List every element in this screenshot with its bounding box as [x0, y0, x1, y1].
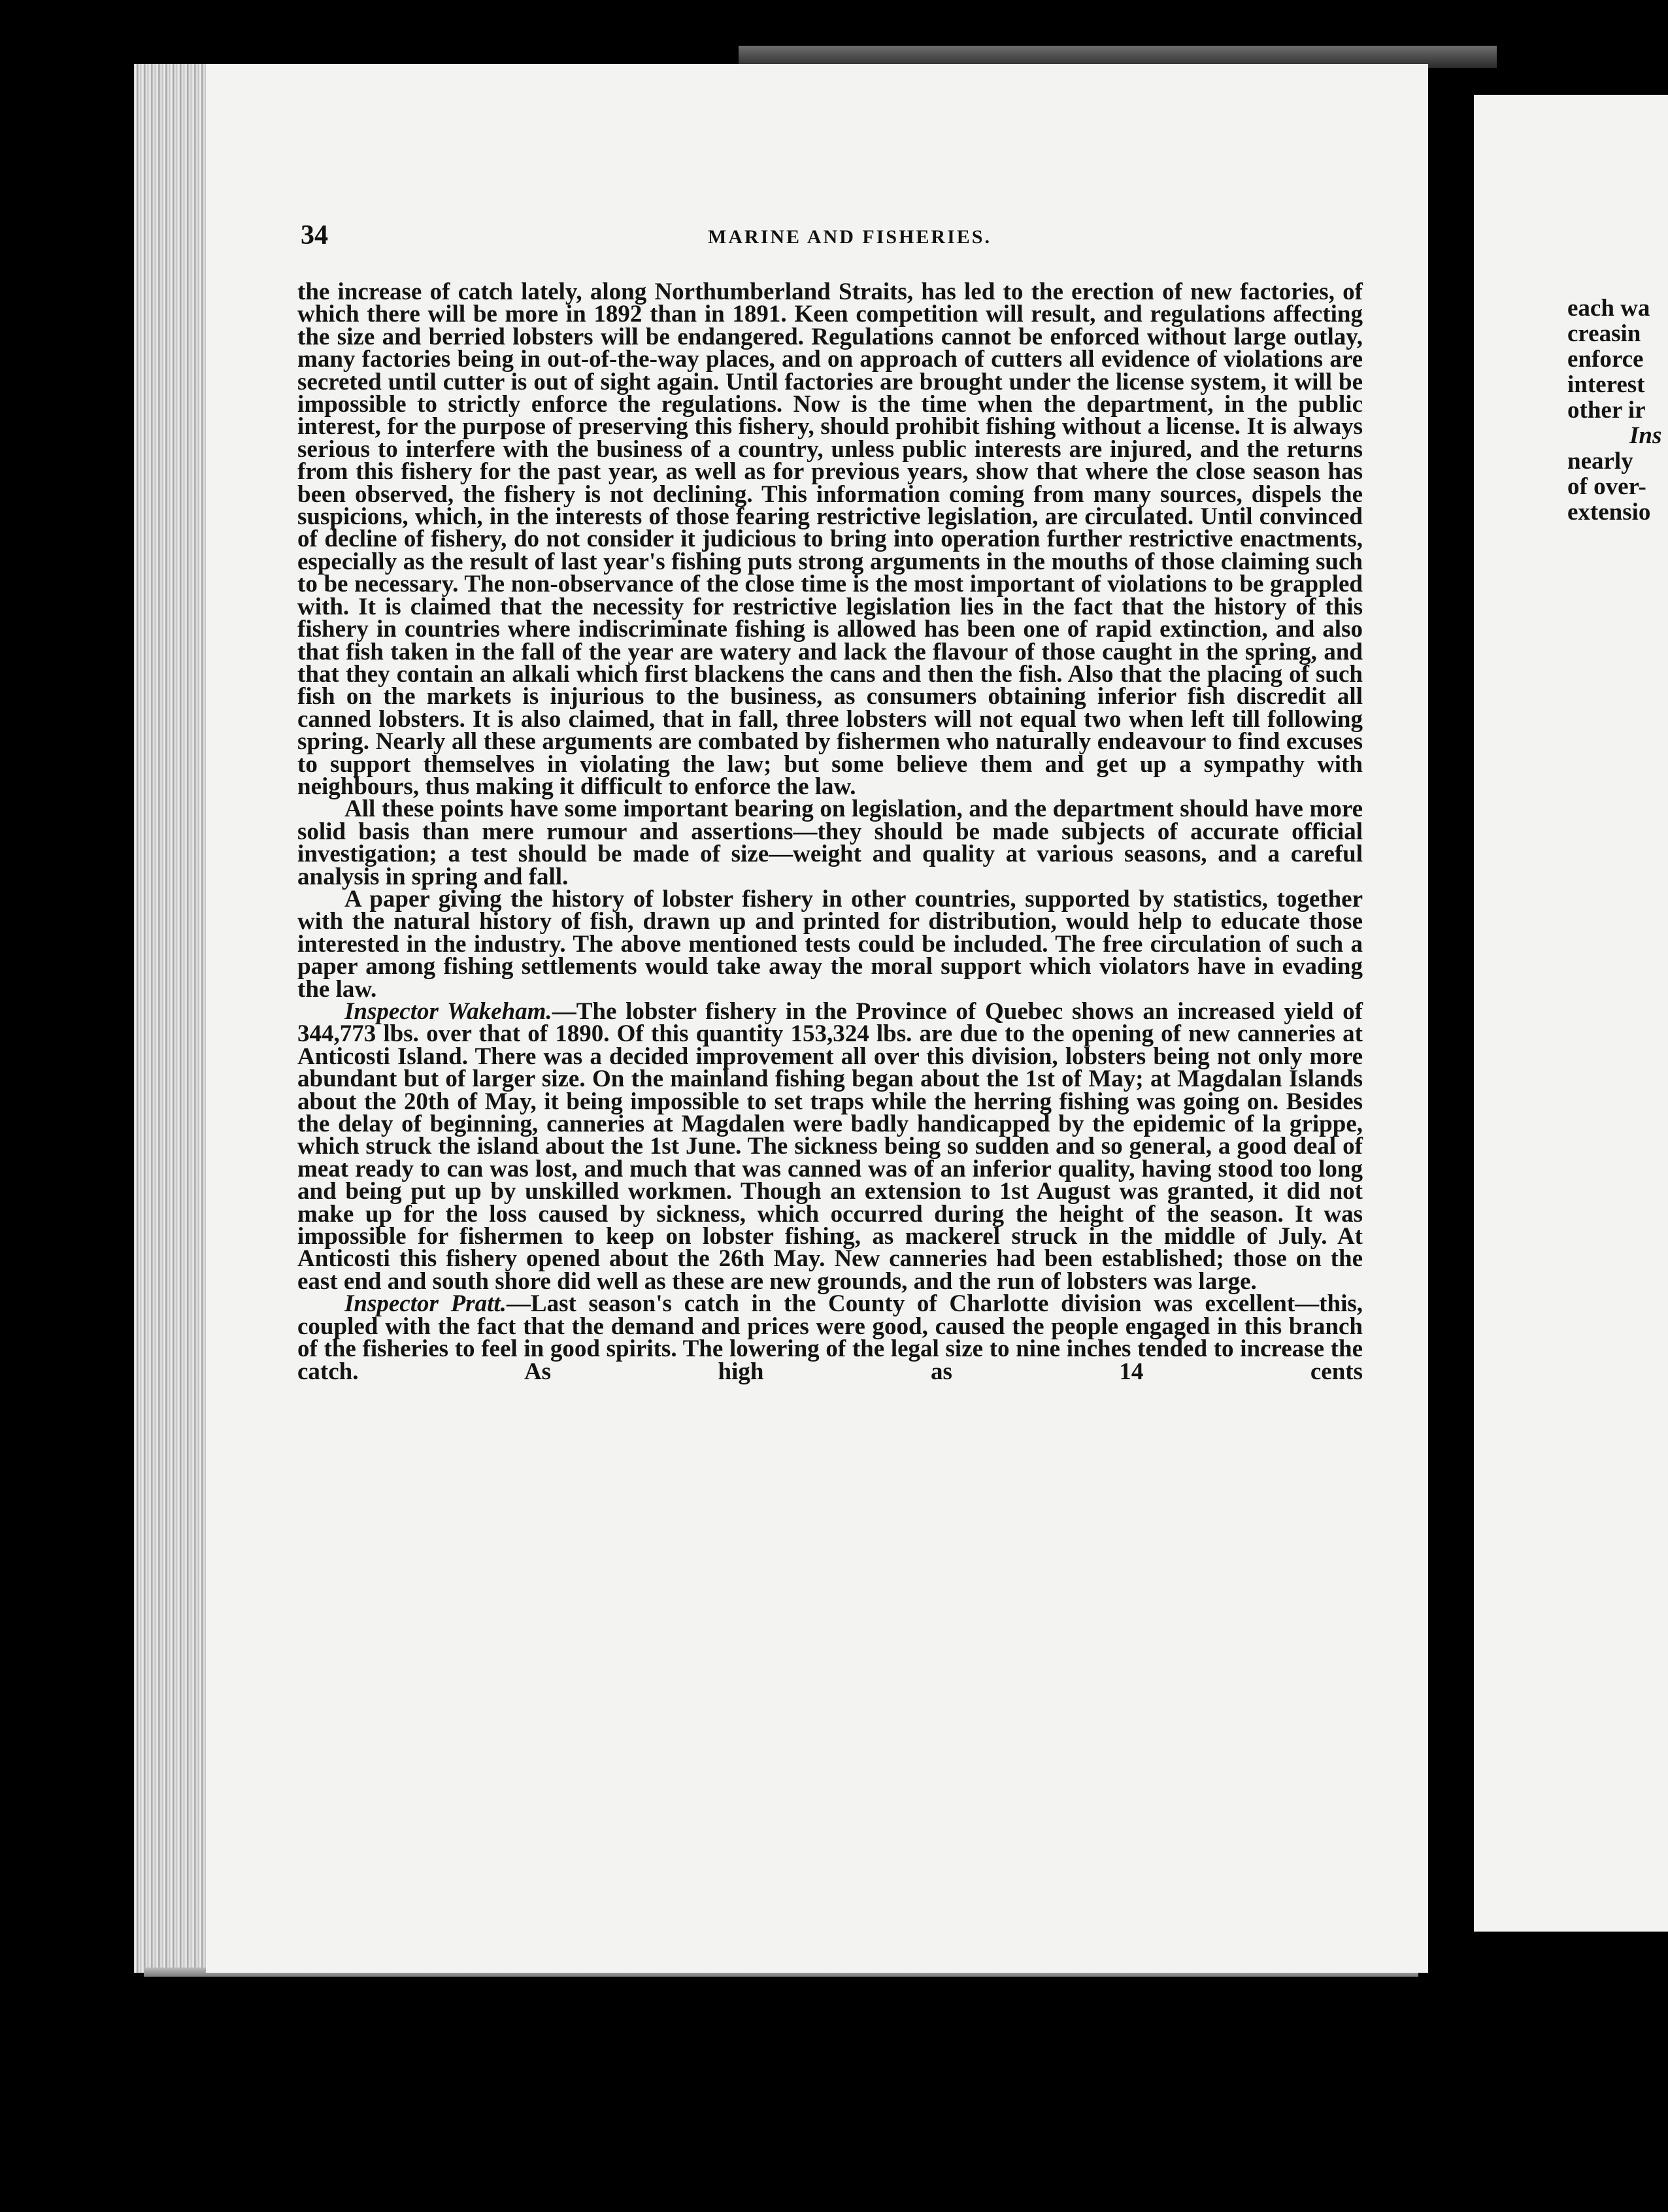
paragraph-text: A paper giving the history of lobster fishery in other countries, supported by statistics, together with the natural history of fish, drawn up and printed for distribution, would help to educate those interested in the industry. The above mentioned tests could be included. The free circulation of such a paper among fishing settlements would take away the moral support which violators have in evading the law. — [297, 885, 1363, 1003]
adjacent-line: interest — [1567, 371, 1645, 398]
paragraph — [297, 798, 1363, 888]
body-text — [297, 278, 1363, 1385]
adjacent-line: enforce — [1567, 346, 1644, 373]
adjacent-line: Ins — [1629, 422, 1662, 449]
paragraph-text: —The lobster fishery in the Province of Quebec shows an increased yield of 344,773 lbs. over that of 1890. Of this quantity 153,324 lbs. are due to the opening of new canneries at Anticosti Island. There was a decided improvement all over this division, lobsters being not only more abundant but of larger size. On the mainland fishing began about the 1st of May; at Magdalan Islands about the 20th of May, it being impossible to set traps while the herring fishing was going on. Besides the delay of beginning, canneries at Magdalen were badly handicapped by the epidemic of la grippe, which struck the island about the 1st June. The sickness being so sudden and so general, a good deal of meat ready to can was lost, and much that was canned was of an inferior quality, having stood too long and being put up by unskilled workmen. Though an extension to 1st August was granted, it did not make up for the loss caused by sickness, which occurred during the height of the season. It was impossible for fishermen to keep on lobster fishing, as mackerel struck in the middle of July. At Anticosti this fishery opened about the 26th May. New canneries had been established; those on the east end and south shore did well as these are new grounds, and the run of lobsters was large. — [297, 998, 1363, 1295]
book-page-edges — [134, 64, 207, 1973]
paragraph — [297, 278, 1363, 800]
adjacent-page-text — [1567, 295, 1668, 525]
inspector-name: Inspector Wakeham. — [344, 998, 552, 1025]
running-head: MARINE AND FISHERIES. — [708, 226, 992, 248]
adjacent-line: nearly — [1567, 448, 1633, 475]
adjacent-line: each wa — [1567, 295, 1650, 322]
paragraph — [297, 885, 1363, 1003]
paragraph-text: All these points have some important bearing on legislation, and the department should have more solid basis than mere rumour and assertions—they should be made subjects of accurate official investigation; a test should be made of size—weight and quality at various seasons, and a careful analysis in spring and fall. — [297, 796, 1363, 890]
adjacent-line: other ir — [1567, 397, 1646, 424]
paragraph-text: —Last season's catch in the County of Charlotte division was excellent—this, coupled with the fact that the demand and prices were good, caused the people engaged in this branch of the fisheries to feel in good spirits. The lowering of the legal size to nine inches tended to increase the catch. As high as 14 cents — [297, 1290, 1363, 1385]
paragraph — [297, 998, 1363, 1295]
paragraph — [297, 1290, 1363, 1385]
page-number: 34 — [301, 220, 328, 250]
adjacent-line: of over- — [1567, 473, 1646, 500]
paragraph-text: the increase of catch lately, along Northumberland Straits, has led to the erection of new factories, of which there will be more in 1892 than in 1891. Keen competition will result, and regulations affecting the size and berried lobsters will be endangered. Regulations cannot be enforced without large outlay, many factories being in out-of-the-way places, and on approach of cutters all evidence of violations are secreted until cutter is out of sight again. Until factories are brought under the license system, it will be impossible to strictly enforce the regulations. Now is the time when the department, in the public interest, for the purpose of preserving this fishery, should prohibit fishing without a license. It is always serious to interfere with the business of a country, unless public interests are injured, and the returns from this fishery for the past year, as well as for previous years, show that where the close season has been observed, the fishery is not declining. This information coming from many sources, dispels the suspicions, which, in the interests of those fearing restrictive legislation, are circulated. Until convinced of decline of fishery, do not consider it judicious to bring into operation further restrictive enactments, especially as the result of last year's fishing puts strong arguments in the mouths of those claiming such to be necessary. The non-observance of the close time is the most important of violations to be grappled with. It is claimed that the necessity for restrictive legislation lies in the fact that the history of this fishery in countries where indiscriminate fishing is allowed has been one of rapid extinction, and also that fish taken in the fall of the year are watery and lack the flavour of those caught in the spring, and that they contain an alkali which first blackens the cans and then the fish. Also that the placing of such fish on the markets is injurious to the business, as consumers obtaining inferior fish discredit all canned lobsters. It is also claimed, that in fall, three lobsters will not equal two when left till following spring. Nearly all these arguments are combated by fishermen who naturally endeavour to find excuses to support themselves in violating the law; but some believe them and get up a sympathy with neighbours, thus making it difficult to enforce the law. — [297, 278, 1363, 800]
adjacent-line: extensio — [1567, 499, 1651, 525]
page-header — [301, 220, 1379, 259]
inspector-name: Inspector Pratt. — [344, 1290, 507, 1318]
adjacent-line: creasin — [1567, 320, 1641, 347]
